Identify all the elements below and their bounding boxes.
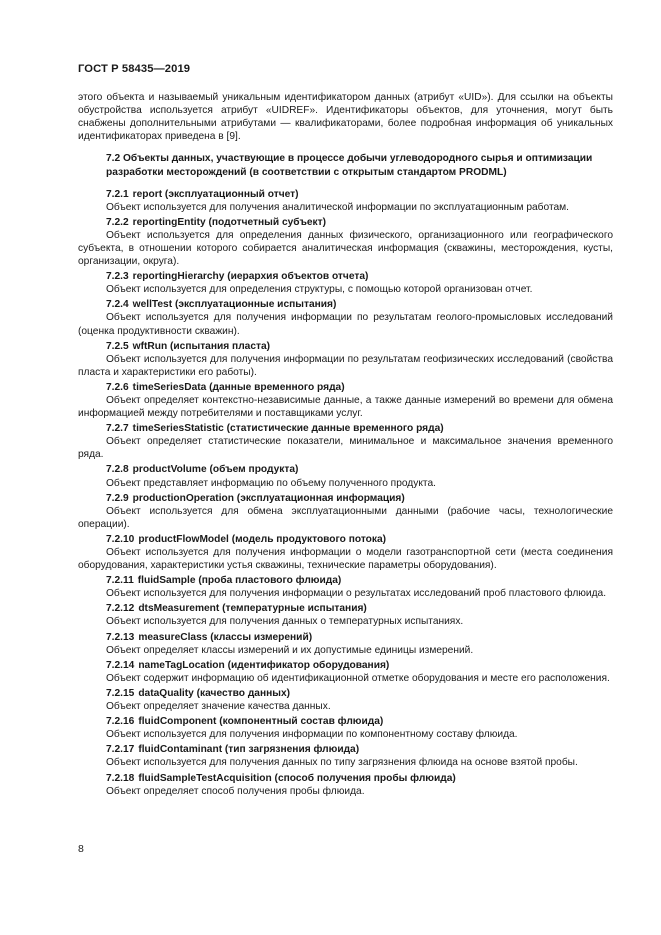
item-description: Объект используется для определения структуры, с помощью которой организован отчет. [106,284,533,296]
item-number: 7.2.3 [106,271,129,283]
item-description: Объект используется для получения информации по результатам геолого-промысловых исследований (оценка продуктивности скважин). [78,312,613,337]
item-heading: reportingHierarchy (иерархия объектов отчета) [132,271,369,283]
item-title [78,270,613,283]
item-number: 7.2.6 [106,381,129,393]
item-heading: productVolume (объем продукта) [132,464,299,476]
item-title [78,631,613,644]
item-heading: report (эксплуатационный отчет) [132,188,299,200]
item-number: 7.2.15 [106,687,135,699]
item-heading: nameTagLocation (идентификатор оборудования) [138,659,390,671]
item-description: Объект используется для получения информации о результатах исследований проб пластового флюида. [106,588,607,600]
items-list [78,188,613,798]
item-title [78,687,613,700]
item-title [78,492,613,505]
item-heading: timeSeriesData (данные временного ряда) [132,381,345,393]
item-number: 7.2.16 [106,716,135,728]
item-heading: fluidComponent (компонентный состав флюида) [138,716,384,728]
item-heading: fluidSample (проба пластового флюида) [137,575,342,587]
item-heading: fluidSampleTestAcquisition (способ получения пробы флюида) [138,772,456,784]
item-title [78,216,613,229]
item-number: 7.2.7 [106,423,129,435]
item-heading: productionOperation (эксплуатационная информация) [132,492,405,504]
item-description: Объект определяет классы измерений и их допустимые единицы измерений. [106,644,474,656]
item-description: Объект определяет значение качества данных. [106,701,331,713]
item-title [78,659,613,672]
item-number: 7.2.8 [106,464,129,476]
item-number: 7.2.18 [106,772,135,784]
item-description: Объект используется для получения информации о модели газотранспортной сети (места соединения оборудования, характеристики устья скважины, технические параметры оборудования). [78,547,613,572]
item-number: 7.2.13 [106,631,135,643]
item-heading: measureClass (классы измерений) [138,631,313,643]
document-header: ГОСТ Р 58435—2019 [78,63,191,75]
item-description: Объект используется для получения данных по типу загрязнения флюида на основе взятой пробы. [106,757,578,769]
item-number: 7.2.5 [106,340,129,352]
item-title [78,463,613,476]
item-title [78,602,613,615]
item-number: 7.2.9 [106,492,129,504]
item-title [78,340,613,353]
item-heading: timeSeriesStatistic (статистические данные временного ряда) [132,423,444,435]
item-description: Объект представляет информацию по объему полученного продукта. [106,477,436,489]
intro-paragraph: этого объекта и называемый уникальным идентификатором данных (атрибут «UID»). Для ссылки на объекты обустройства используется атрибут «UIDREF». Идентификаторы объектов, для уточнения, могут быть снабжены дополнительными атрибутами — квалификаторами, более подробная информация об уникальных идентификаторах приведена в [9]. [78,92,613,143]
item-description: Объект используется для обмена эксплуатационными данными (рабочие часы, технологические операции). [78,505,613,530]
item-title [78,715,613,728]
item-description: Объект используется для получения данных о температурных испытаниях. [106,616,464,628]
item-heading: productFlowModel (модель продуктового потока) [138,533,387,545]
item-heading: fluidContaminant (тип загрязнения флюида) [138,744,360,756]
page-number: 8 [78,843,84,855]
item-description: Объект используется для получения аналитической информации по эксплуатационным работам. [106,201,569,213]
item-heading: dtsMeasurement (температурные испытания) [138,603,367,615]
item-title [78,422,613,435]
item-number: 7.2.14 [106,659,135,671]
item-description: Объект определяет статистические показатели, минимальное и максимальное значения временного ряда. [78,436,613,461]
item-heading: wellTest (эксплуатационные испытания) [132,299,337,311]
item-heading: dataQuality (качество данных) [138,687,291,699]
item-number: 7.2.11 [106,575,134,587]
item-description: Объект определяет контекстно-независимые данные, а также данные измерений во времени для обмена информацией между потребителями и поставщиками услуг. [78,394,613,420]
item-number: 7.2.1 [106,188,129,200]
section-title: 7.2 Объекты данных, участвующие в процессе добычи углеводородного сырья и оптимизации разработки месторождений (в соответствии с открытым стандартом PRODML) [106,153,593,178]
item-number: 7.2.2 [106,216,129,228]
item-title [78,188,613,201]
item-title [78,381,613,394]
item-number: 7.2.10 [106,533,135,545]
item-title [78,298,613,311]
item-title [78,772,613,785]
item-description: Объект содержит информацию об идентификационной отметке оборудования и месте его расположения. [106,672,610,684]
item-title [78,574,613,587]
document-body [78,91,613,798]
item-heading: wftRun (испытания пласта) [132,340,271,352]
item-description: Объект используется для определения данных физического, организационного или географического субъекта, в отношении которого собирается аналитическая информация (скважины, месторождения, кусты, организации, округа). [78,229,613,268]
item-title [78,743,613,756]
item-heading: reportingEntity (подотчетный субъект) [132,216,327,228]
item-description: Объект используется для получения информации по результатам геофизических исследований (свойства пласта и характеристики его работы). [78,353,613,378]
item-number: 7.2.4 [106,299,129,311]
item-number: 7.2.12 [106,603,135,615]
item-title [78,533,613,546]
item-description: Объект используется для получения информации по компонентному составу флюида. [106,729,518,741]
item-number: 7.2.17 [106,744,135,756]
item-description: Объект определяет способ получения пробы флюида. [106,785,365,797]
